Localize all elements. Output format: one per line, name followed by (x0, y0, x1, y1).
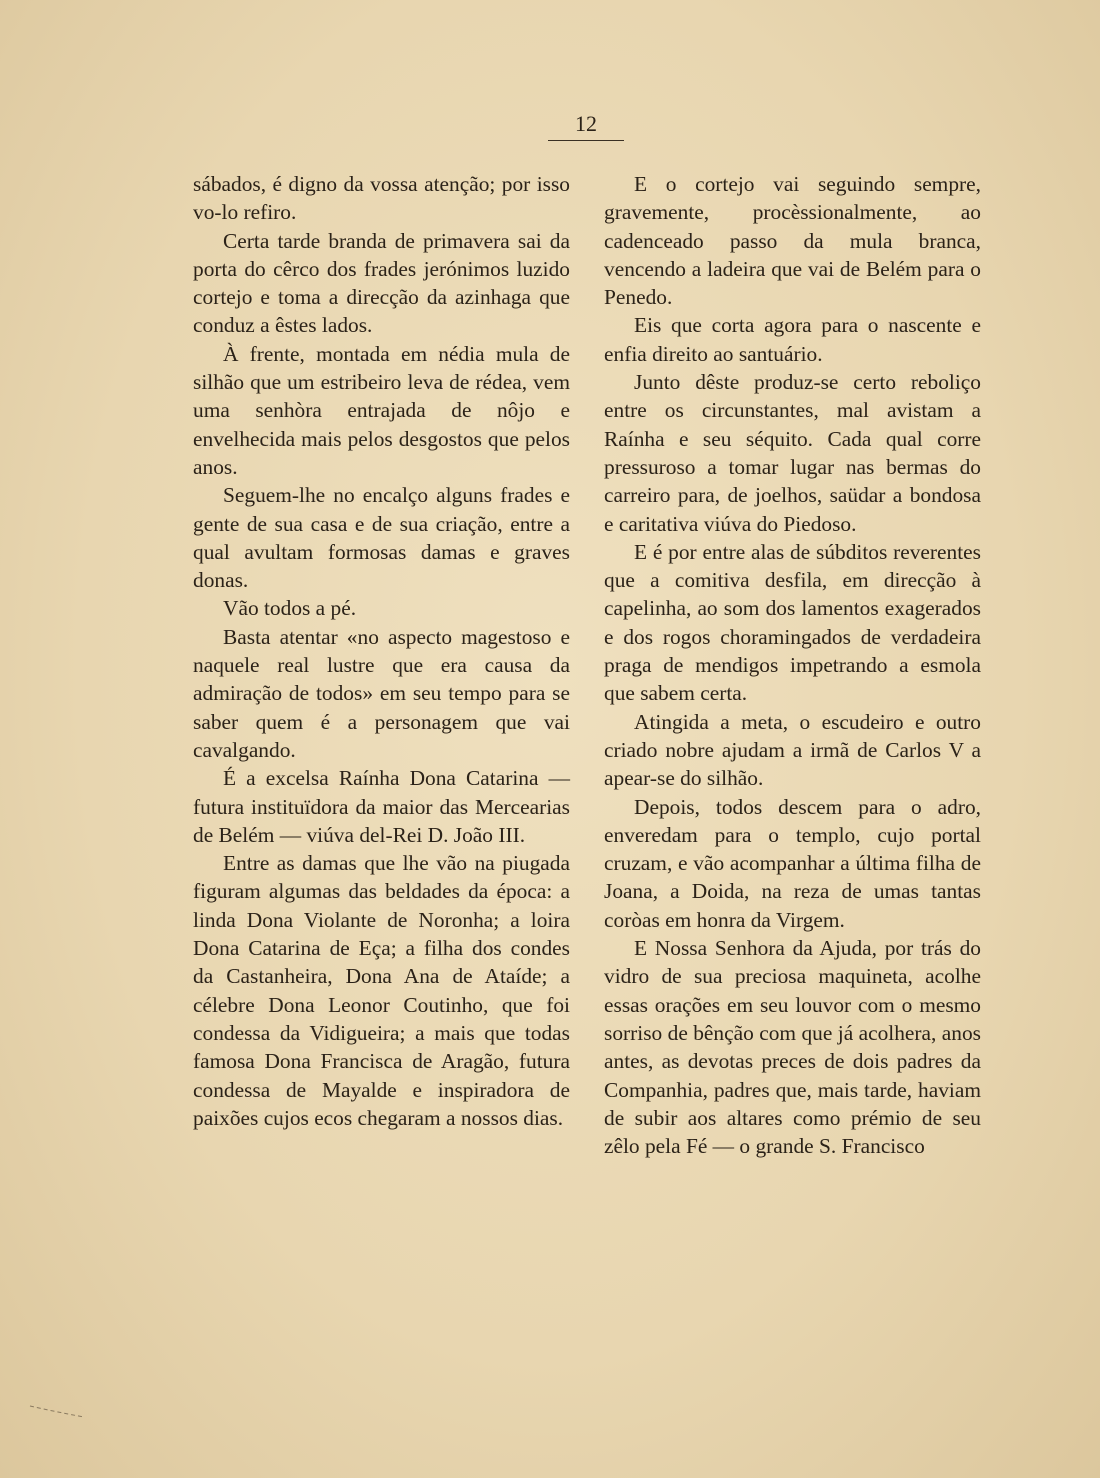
right-column (604, 170, 981, 1160)
paragraph: Basta atentar «no aspecto magestoso e naquele real lustre que era causa da admiração de todos» em seu tempo para se saber quem é a personagem que vai cavalgando. (193, 624, 570, 762)
paragraph: E o cortejo vai seguindo sempre, gravemente, procèssionalmente, ao cadenceado passo da mula branca, vencendo a ladeira que vai de Belém para o Penedo. (604, 172, 981, 310)
paragraph: Entre as damas que lhe vão na piugada figuram algumas das beldades da época: a linda Dona Violante de Noronha; a loira Dona Catarina de Eça; a filha dos condes da Castanheira, Dona Ana de Ataíde; a célebre Dona Leonor Coutinho, que foi condessa da Vidigueira; a mais que todas famosa Dona Francisca de Aragão, futura condessa de Mayalde e inspiradora de paixões cujos ecos chegaram a nossos dias. (193, 851, 570, 1130)
paragraph: Atingida a meta, o escudeiro e outro criado nobre ajudam a irmã de Carlos V a apear-se do silhão. (604, 709, 981, 791)
paragraph: sábados, é digno da vossa atenção; por isso vo-lo refiro. (193, 172, 570, 225)
paragraph: Vão todos a pé. (223, 596, 357, 621)
paragraph: Eis que corta agora para o nascente e enfia direito ao santuário. (604, 313, 981, 366)
paragraph: E é por entre alas de súbditos reverentes que a comitiva desfila, em direcção à capelinha, ao som dos lamentos exagerados e dos rogos choramingados de verdadeira praga de mendigos impetrando a esmola que sabem certa. (604, 539, 981, 706)
paragraph: Depois, todos descem para o adro, enveredam para o templo, cujo portal cruzam, e vão acompanhar a última filha de Joana, a Doida, na reza de umas tantas coròas em honra da Virgem. (604, 794, 981, 932)
paragraph: À frente, montada em nédia mula de silhão que um estribeiro leva de rédea, vem uma senhòra entrajada de nôjo e envelhecida mais pelos desgostos que pelos anos. (193, 341, 570, 479)
paragraph: Junto dêste produz-se certo reboliço entre os circunstantes, mal avistam a Raínha e seu séquito. Cada qual corre pressuroso a tomar lugar nas bermas do carreiro para, de joelhos, saüdar a bondosa e caritativa viúva do Piedoso. (604, 370, 981, 536)
left-column (193, 170, 570, 1132)
paragraph: E Nossa Senhora da Ajuda, por trás do vidro de sua preciosa maquineta, acolhe essas orações em seu louvor com o mesmo sorriso de bênção com que já acolhera, anos antes, as devotas preces de dois padres da Companhia, padres que, mais tarde, haviam de subir aos altares como prémio de seu zêlo pela Fé — o grande S. Francisco (604, 936, 981, 1159)
paragraph: Seguem-lhe no encalço alguns frades e gente de sua casa e de sua criação, entre a qual avultam formosas damas e graves donas. (193, 483, 570, 593)
paragraph: É a excelsa Raínha Dona Catarina — futura instituïdora da maior das Mercearias de Belém — viúva del-Rei D. João III. (193, 766, 570, 847)
paragraph: Certa tarde branda de primavera sai da porta do cêrco dos frades jerónimos luzido cortejo e toma a direcção da azinhaga que conduz a êstes lados. (193, 228, 570, 338)
page-number: 12 (548, 110, 624, 141)
margin-mark (28, 1400, 88, 1420)
